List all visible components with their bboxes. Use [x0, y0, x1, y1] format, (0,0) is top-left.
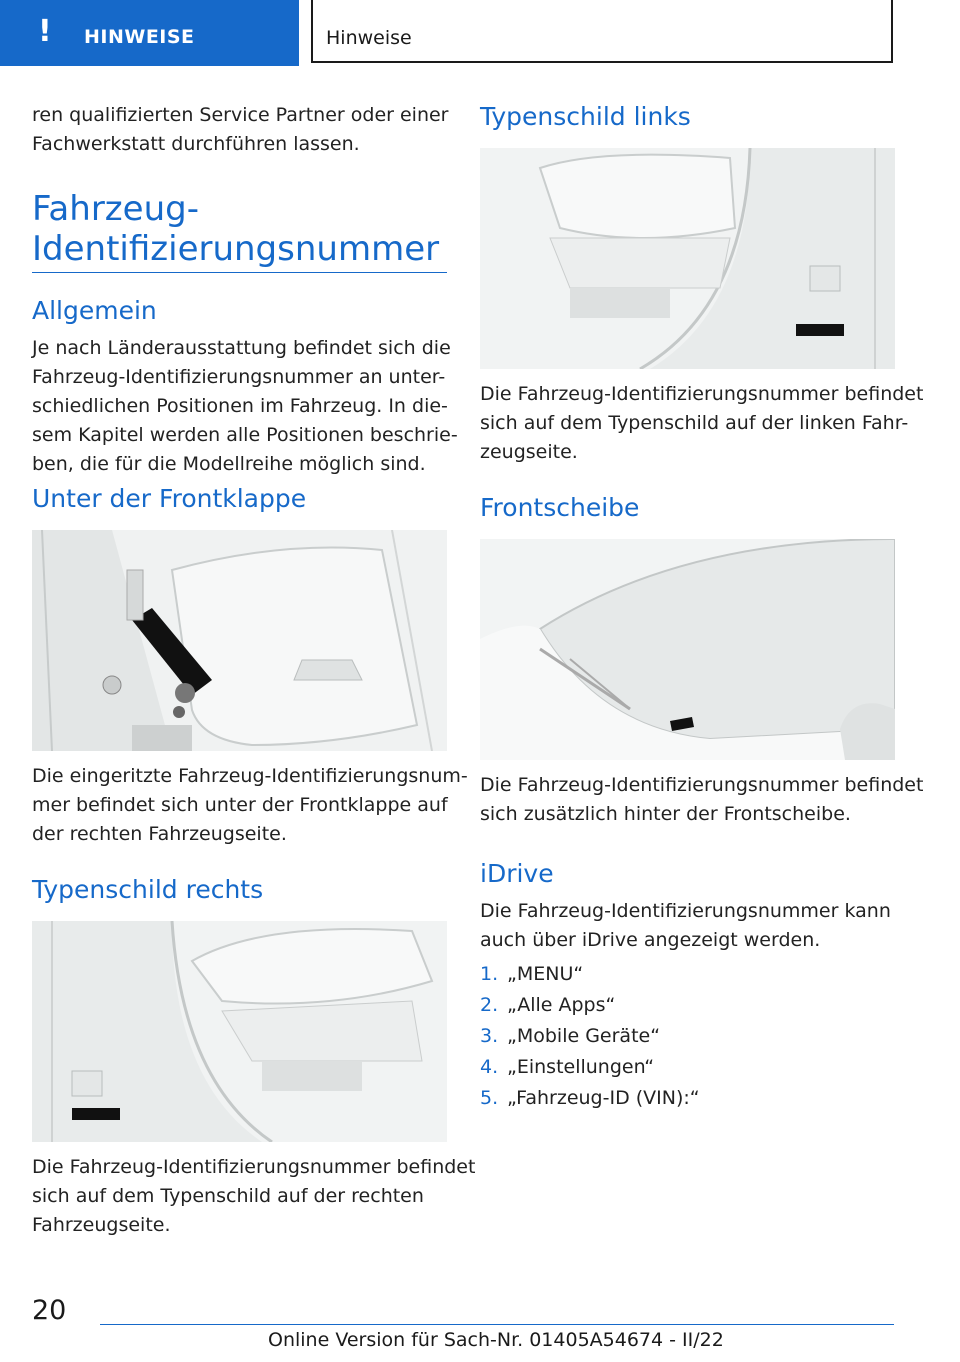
- step-text: „Einstellungen“: [507, 1056, 655, 1078]
- idrive-step-3: [480, 1022, 895, 1051]
- frontklappe-photo: [32, 530, 447, 751]
- frontklappe-line-3: der rechten Fahrzeugseite.: [32, 823, 287, 845]
- allgemein-line-5: ben, die für die Modellreihe möglich sind.: [32, 453, 426, 475]
- frontklappe-line-2: mer befindet sich unter der Frontklappe auf: [32, 794, 448, 816]
- idrive-line-1: Die Fahrzeug-Identifizierungsnummer kann: [480, 900, 891, 922]
- links-line-1: Die Fahrzeug-Identifizierungsnummer befindet: [480, 383, 924, 405]
- step-text: „MENU“: [507, 963, 584, 985]
- chapter-title: Hinweise: [326, 27, 412, 49]
- allgemein-line-1: Je nach Länderausstattung befindet sich die: [32, 337, 451, 359]
- idrive-step-4: [480, 1053, 895, 1082]
- frontscheibe-line-2: sich zusätzlich hinter der Frontscheibe.: [480, 803, 851, 825]
- page-number: 20: [32, 1295, 67, 1326]
- step-text: „Mobile Geräte“: [507, 1025, 661, 1047]
- allgemein-line-4: sem Kapitel werden alle Positionen beschrie-: [32, 424, 458, 446]
- step-number: 1.: [480, 963, 499, 985]
- section-tab-label: HINWEISE: [84, 26, 195, 48]
- heading-rule: [32, 272, 447, 273]
- frontscheibe-heading: Frontscheibe: [480, 493, 640, 522]
- step-number: 3.: [480, 1025, 499, 1047]
- warning-exclamation-icon: !: [38, 14, 52, 49]
- links-photo: [480, 148, 895, 369]
- frontscheibe-line-1: Die Fahrzeug-Identifizierungsnummer befindet: [480, 774, 924, 796]
- footer-online-version: Online Version für Sach-Nr. 01405A54674 - II/22: [268, 1329, 724, 1351]
- main-heading-line-2: Identifizierungsnummer: [32, 229, 440, 269]
- frontklappe-heading: Unter der Frontklappe: [32, 484, 307, 513]
- rechts-line-2: sich auf dem Typenschild auf der rechten: [32, 1185, 424, 1207]
- intro-line-2: Fachwerkstatt durchführen lassen.: [32, 133, 360, 155]
- frontscheibe-photo: [480, 539, 895, 760]
- idrive-heading: iDrive: [480, 859, 554, 888]
- intro-line-1: ren qualifizierten Service Partner oder einer: [32, 104, 449, 126]
- links-line-2: sich auf dem Typenschild auf der linken Fahr-: [480, 412, 909, 434]
- rechts-line-1: Die Fahrzeug-Identifizierungsnummer befindet: [32, 1156, 476, 1178]
- step-text: „Fahrzeug-ID (VIN):“: [507, 1087, 700, 1109]
- idrive-step-2: [480, 991, 895, 1020]
- idrive-line-2: auch über iDrive angezeigt werden.: [480, 929, 821, 951]
- step-number: 4.: [480, 1056, 499, 1078]
- idrive-step-5: [480, 1084, 895, 1113]
- step-text: „Alle Apps“: [507, 994, 616, 1016]
- allgemein-line-3: schiedlichen Positionen im Fahrzeug. In die-: [32, 395, 448, 417]
- links-line-3: zeugseite.: [480, 441, 578, 463]
- rechts-heading: Typenschild rechts: [32, 875, 264, 904]
- footer-rule: [100, 1324, 894, 1325]
- frontklappe-line-1: Die eingeritzte Fahrzeug-Identifizierungsnum-: [32, 765, 468, 787]
- rechts-line-3: Fahrzeugseite.: [32, 1214, 171, 1236]
- allgemein-heading: Allgemein: [32, 296, 157, 325]
- links-heading: Typenschild links: [480, 102, 691, 131]
- step-number: 2.: [480, 994, 499, 1016]
- step-number: 5.: [480, 1087, 499, 1109]
- idrive-step-1: [480, 960, 895, 989]
- main-heading-line-1: Fahrzeug-: [32, 189, 199, 229]
- rechts-photo: [32, 921, 447, 1142]
- allgemein-line-2: Fahrzeug-Identifizierungsnummer an unter-: [32, 366, 446, 388]
